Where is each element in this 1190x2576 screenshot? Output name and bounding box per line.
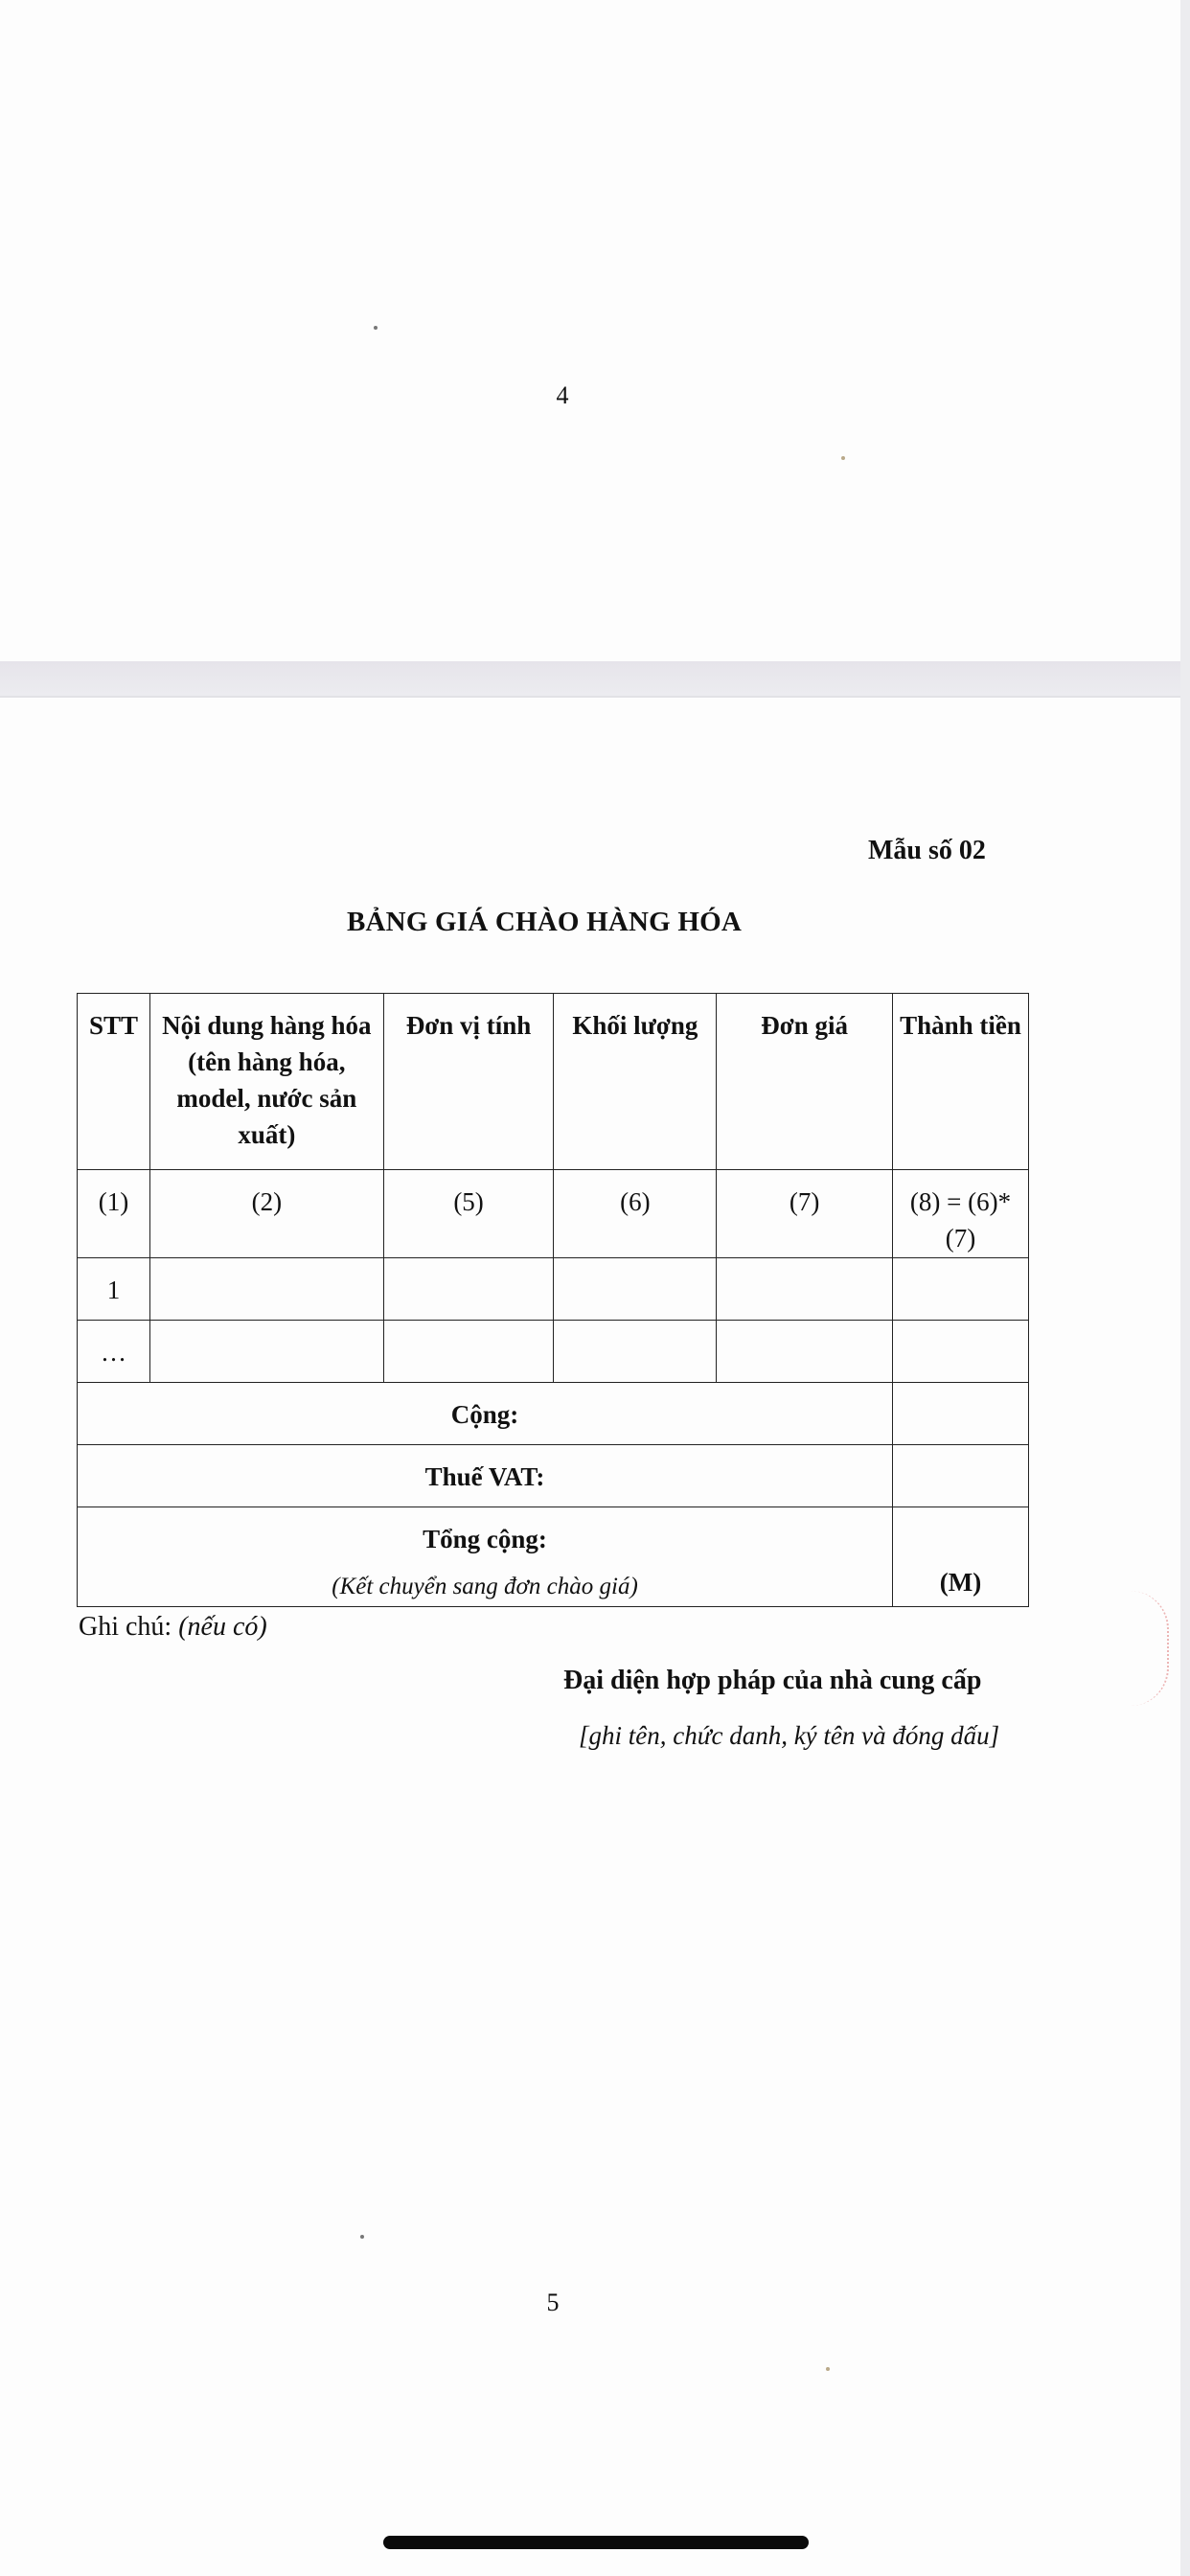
column-number: (8) = (6)*(7) (893, 1170, 1029, 1258)
document-page-top (0, 0, 1180, 661)
scan-speck (826, 2367, 830, 2371)
table-cell (893, 1321, 1029, 1383)
page-number-top: 4 (556, 381, 569, 409)
total-row (78, 1507, 1029, 1607)
table-cell (554, 1258, 717, 1321)
column-number: (6) (554, 1170, 717, 1258)
vat-label: Thuế VAT: (78, 1445, 893, 1507)
scan-speck (360, 2235, 364, 2239)
signature-title: Đại diện hợp pháp của nhà cung cấp (563, 1666, 982, 1695)
scroll-edge (1180, 0, 1190, 2576)
table-cell (149, 1258, 383, 1321)
vat-row (78, 1445, 1029, 1507)
table-row (78, 1321, 1029, 1383)
subtotal-value (893, 1383, 1029, 1445)
total-label-cell (78, 1507, 893, 1607)
table-column-number-row (78, 1170, 1029, 1258)
total-value: (M) (893, 1507, 1029, 1607)
table-cell (554, 1321, 717, 1383)
scan-speck (374, 326, 378, 330)
table-cell (893, 1258, 1029, 1321)
column-number: (1) (78, 1170, 150, 1258)
table-cell: … (78, 1321, 150, 1383)
page-number-bottom: 5 (546, 2288, 560, 2316)
header-unit-price: Đơn giá (717, 994, 893, 1170)
total-note: (Kết chuyển sang đơn chào giá) (332, 1574, 638, 1599)
column-number: (5) (383, 1170, 554, 1258)
table-cell (717, 1258, 893, 1321)
note-value: (nếu có) (178, 1612, 267, 1642)
page-gap (0, 661, 1190, 696)
column-number: (7) (717, 1170, 893, 1258)
note-label: Ghi chú: (79, 1612, 172, 1642)
vat-value (893, 1445, 1029, 1507)
header-stt: STT (78, 994, 150, 1170)
header-quantity: Khối lượng (554, 994, 717, 1170)
table-cell (383, 1258, 554, 1321)
table-row (78, 1258, 1029, 1321)
table-cell (149, 1321, 383, 1383)
scan-speck (841, 456, 845, 460)
quotation-table (77, 993, 1029, 1607)
subtotal-label: Cộng: (78, 1383, 893, 1445)
table-cell (383, 1321, 554, 1383)
table-cell (717, 1321, 893, 1383)
document-title: BẢNG GIÁ CHÀO HÀNG HÓA (346, 907, 743, 937)
note-line (79, 1612, 267, 1643)
table-cell: 1 (78, 1258, 150, 1321)
signature-instruction: [ghi tên, chức danh, ký tên và đóng dấu] (579, 1721, 1000, 1750)
column-number: (2) (149, 1170, 383, 1258)
header-unit: Đơn vị tính (383, 994, 554, 1170)
table-header-row (78, 994, 1029, 1170)
subtotal-row (78, 1383, 1029, 1445)
header-amount: Thành tiền (893, 994, 1029, 1170)
form-number: Mẫu số 02 (868, 836, 986, 865)
home-indicator[interactable] (383, 2536, 809, 2549)
header-description: Nội dung hàng hóa (tên hàng hóa, model, nước sản xuất) (149, 994, 383, 1170)
total-label: Tổng cộng: (423, 1525, 547, 1553)
